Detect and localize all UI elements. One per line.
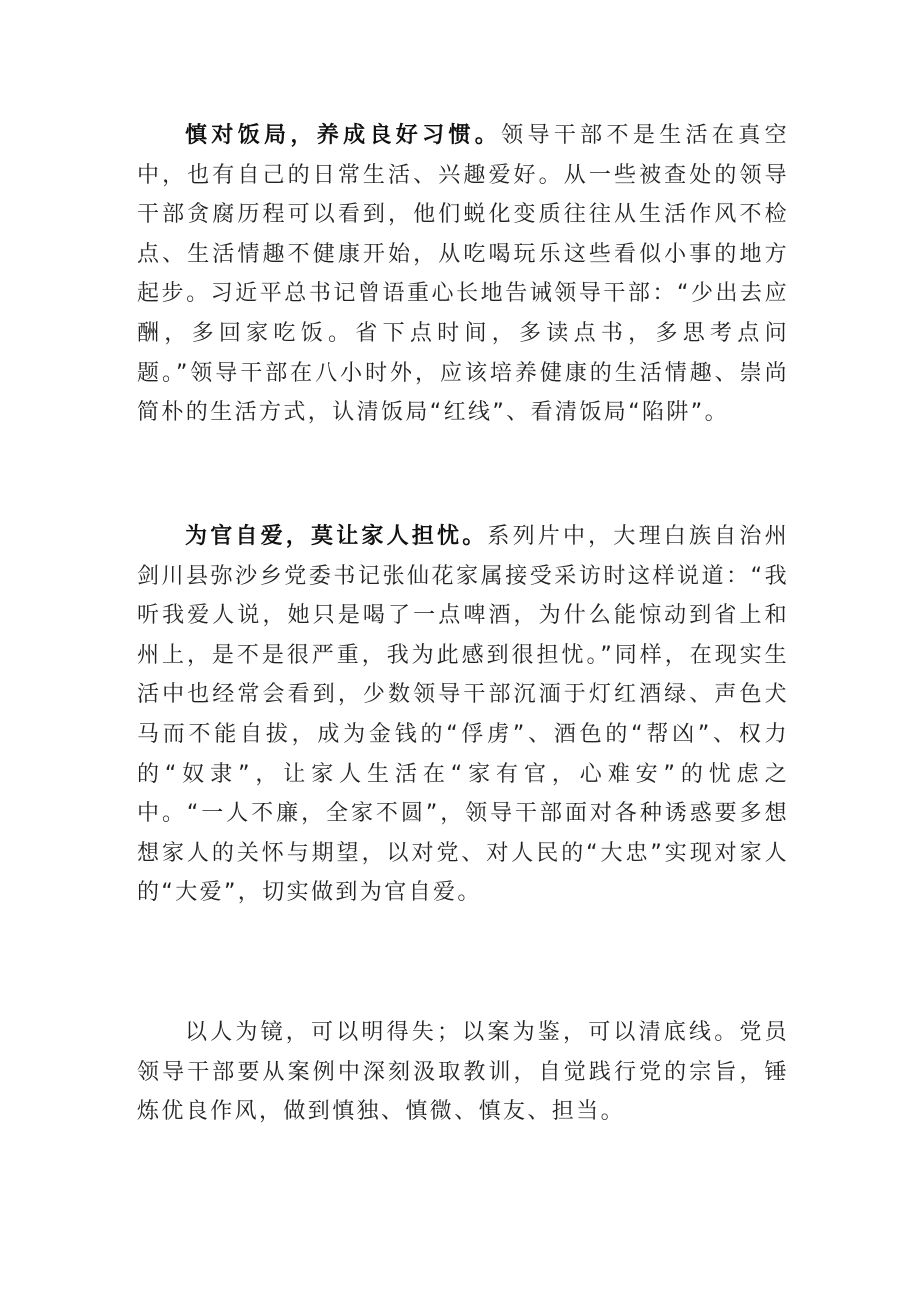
paragraph-conclusion (137, 1013, 789, 1132)
paragraph-body: 领导干部不是生活在真空中，也有自己的日常生活、兴趣爱好。从一些被查处的领导干部贪腐历程可以看到，他们蜕化变质往往从生活作风不检点、生活情趣不健康开始，从吃喝玩乐这些看似小事的地方起步。习近平总书记曾语重心长地告诫领导干部：“少出去应酬，多回家吃饭。省下点时间，多读点书，多思考点问题。”领导干部在八小时外，应该培养健康的生活情趣、崇尚简朴的生活方式，认清饭局“红线”、看清饭局“陷阱”。 (137, 123, 789, 426)
paragraph-lead: 为官自爱，莫让家人担忧。 (185, 524, 488, 549)
paragraph-dining (137, 116, 789, 433)
paragraph-family (137, 517, 789, 913)
paragraph-body: 系列片中，大理白族自治州剑川县弥沙乡党委书记张仙花家属接受采访时这样说道：“我听我爱人说，她只是喝了一点啤酒，为什么能惊动到省上和州上，是不是很严重，我为此感到很担忧。”同样，在现实生活中也经常会看到，少数领导干部沉湎于灯红酒绿、声色犬马而不能自拔，成为金钱的“俘虏”、酒色的“帮凶”、权力的“奴隶”，让家人生活在“家有官，心难安”的忧虑之中。“一人不廉，全家不圆”，领导干部面对各种诱惑要多想想家人的关怀与期望，以对党、对人民的“大忠”实现对家人的“大爱”，切实做到为官自爱。 (137, 524, 789, 906)
paragraph-body: 以人为镜，可以明得失；以案为鉴，可以清底线。党员领导干部要从案例中深刻汲取教训，自觉践行党的宗旨，锤炼优良作风，做到慎独、慎微、慎友、担当。 (137, 1020, 789, 1125)
paragraph-lead: 慎对饭局，养成良好习惯。 (185, 123, 502, 148)
